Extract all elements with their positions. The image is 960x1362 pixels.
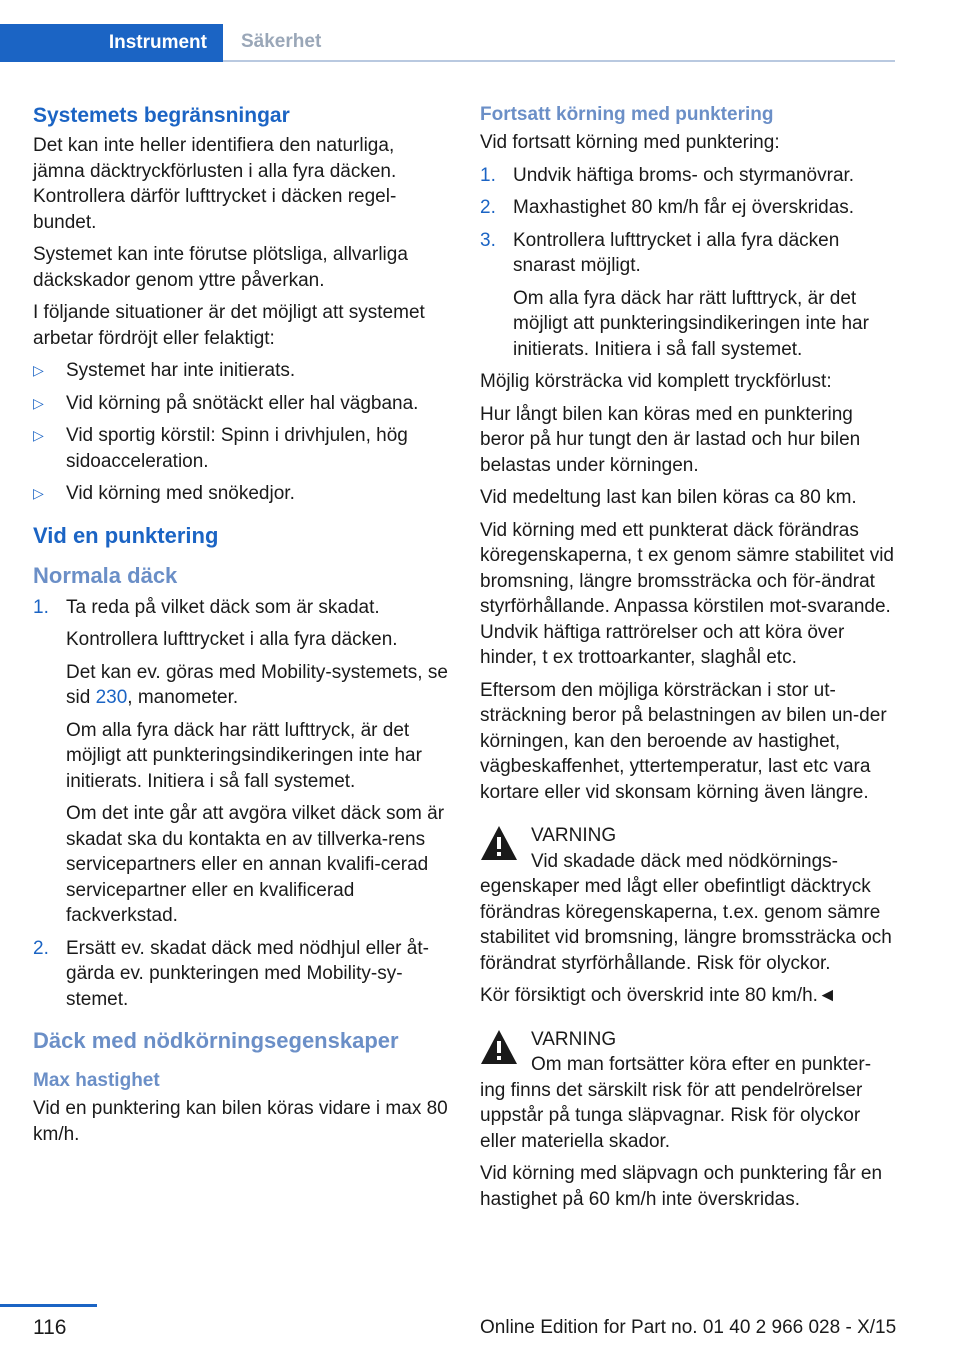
list-item-text: Ta reda på vilket däck som är skadat. bbox=[66, 596, 380, 618]
warning-title: VARNING bbox=[531, 825, 617, 846]
page-number: 116 bbox=[33, 1316, 67, 1339]
list-item-text: Vid körning på snötäckt eller hal vägbana. bbox=[66, 392, 419, 414]
step-number: 1. bbox=[480, 164, 496, 186]
warning-box bbox=[480, 1027, 900, 1213]
numbered-list bbox=[33, 595, 448, 1013]
list-item bbox=[480, 195, 900, 221]
paragraph: Möjlig körsträcka vid komplett tryckförlust: bbox=[480, 371, 832, 392]
list-item-subparagraph: Om det inte går att avgöra vilket däck som är skadat ska du kontakta en av tillverka-rens servicepartners eller en annan kvalifi-cerad servicepartner eller en kvalificerad fackverkstad. bbox=[66, 803, 445, 926]
step-number: 3. bbox=[480, 229, 496, 251]
triangle-bullet-icon: ▷ bbox=[33, 427, 44, 443]
bullet-list bbox=[33, 358, 448, 507]
triangle-bullet-icon: ▷ bbox=[33, 362, 44, 378]
step-number: 2. bbox=[33, 937, 49, 959]
text: , manometer. bbox=[127, 687, 239, 708]
footer-accent-line bbox=[0, 1304, 97, 1307]
list-item bbox=[33, 358, 448, 384]
list-item bbox=[33, 391, 448, 417]
list-item bbox=[480, 163, 900, 189]
warning-text: ing finns det särskilt risk för att pendelrörelser uppstår på tunga släpvagnar. Risk för olyckor eller materiella skador. bbox=[480, 1079, 863, 1152]
section-title-vid-en-punktering: Vid en punktering bbox=[33, 522, 219, 548]
left-column bbox=[33, 102, 448, 1154]
triangle-bullet-icon: ▷ bbox=[33, 394, 44, 411]
list-item-subparagraph bbox=[66, 660, 448, 711]
warning-text: Om man fortsätter köra efter en punkter- bbox=[531, 1054, 872, 1075]
text: Det kan ev. göras med Mobility-systemets, se sid bbox=[66, 661, 448, 708]
list-item-text: Systemet har inte initierats. bbox=[66, 360, 296, 381]
list-item-subparagraph: Om alla fyra däck har rätt lufttryck, är det möjligt att punkteringsindikeringen inte har initierats. Initiera i så fall systemet. bbox=[66, 719, 422, 792]
edition-info: Online Edition for Part no. 01 40 2 966 028 - X/15 bbox=[480, 1317, 897, 1338]
numbered-list bbox=[480, 163, 900, 363]
paragraph: Systemet kan inte förutse plötsliga, allvarliga däckskador genom yttre påverkan. bbox=[33, 244, 408, 291]
paragraph: Vid medeltung last kan bilen köras ca 80 km. bbox=[480, 487, 857, 508]
list-item-text: Ersätt ev. skadat däck med nödhjul eller åt-gärda ev. punkteringen med Mobility-sy-stemet. bbox=[66, 937, 429, 1010]
tab-sakerhet[interactable]: Säkerhet bbox=[223, 24, 895, 62]
paragraph: Eftersom den möjliga körsträckan i stor ut-sträckning beror på belastningen av bilen un-der körningen, kan den beroende av hastighet, vägbeskaffenhet, yttertemperatur, last etc vara kortare eller vid skonsam körning även längre. bbox=[480, 679, 887, 803]
paragraph: I följande situationer är det möjligt att systemet arbetar fördröjt eller felaktigt: bbox=[33, 302, 425, 349]
list-item-text: Vid körning med snökedjor. bbox=[66, 483, 295, 504]
list-item bbox=[33, 936, 448, 1013]
page-reference-link[interactable]: 230 bbox=[95, 687, 128, 708]
list-item-subparagraph: Om alla fyra däck har rätt lufttryck, är det möjligt att punkteringsindikeringen inte har initierats. Initiera i så fall systemet. bbox=[513, 287, 869, 360]
list-item-text: Undvik häftiga broms- och styrmanövrar. bbox=[513, 164, 855, 186]
paragraph: Vid körning med ett punkterat däck förändras köregenskaperna, t ex genom sämre stabilitet vid bromsning, längre bromssträcka och för-ändrat styrförhållande. Anpassa körstilen mot-svarande. Undvik häftiga rattrörelser och att köra över hinder, t ex trottoarkanter, slaghål etc. bbox=[480, 519, 894, 668]
list-item bbox=[33, 595, 448, 929]
paragraph: Hur långt bilen kan köras med en punktering beror på hur tungt den är lastad och hur bilen belastas under körningen. bbox=[480, 403, 861, 476]
list-item-text: Maxhastighet 80 km/h får ej överskridas. bbox=[513, 197, 855, 218]
triangle-bullet-icon: ▷ bbox=[33, 485, 44, 501]
warning-text: Vid skadade däck med nödkörnings- bbox=[531, 850, 839, 872]
list-item-text: Kontrollera lufttrycket i alla fyra däcken snarast möjligt. bbox=[513, 229, 840, 276]
warning-title: VARNING bbox=[531, 1028, 617, 1050]
warning-text: Vid körning med släpvagn och punktering får en hastighet på 60 km/h inte överskridas. bbox=[480, 1163, 883, 1210]
list-item-text: Vid sportig körstil: Spinn i drivhjulen, hög sidoacceleration. bbox=[66, 425, 408, 472]
warning-text: egenskaper med lågt eller obefintligt däcktryck förändras köregenskaperna, t.ex. genom sämre stabilitet vid bromsning, längre bromssträcka och förändrat styrförhållande. Risk för olyckor. bbox=[480, 876, 892, 974]
list-item bbox=[33, 423, 448, 474]
list-item bbox=[480, 228, 900, 363]
tab-instrument[interactable]: Instrument bbox=[0, 24, 223, 62]
top-navigation bbox=[0, 0, 960, 62]
section-title-systemets-begransningar: Systemets begränsningar bbox=[33, 104, 290, 127]
section-title-fortsatt-korning: Fortsatt körning med punktering bbox=[480, 104, 774, 125]
step-number: 2. bbox=[480, 197, 496, 218]
list-item-subparagraph: Kontrollera lufttrycket i alla fyra däcken. bbox=[66, 629, 398, 650]
warning-triangle-icon bbox=[480, 1029, 518, 1065]
paragraph: Vid en punktering kan bilen köras vidare i max 80 km/h. bbox=[33, 1098, 448, 1145]
paragraph: Vid fortsatt körning med punktering: bbox=[480, 132, 780, 153]
warning-triangle-icon bbox=[480, 825, 518, 861]
section-title-dack-med-nodkorningsegenskaper: Däck med nödkörningsegenskaper bbox=[33, 1028, 399, 1053]
warning-box bbox=[480, 823, 900, 1009]
section-title-max-hastighet: Max hastighet bbox=[33, 1070, 160, 1091]
section-title-normala-dack: Normala däck bbox=[33, 562, 178, 588]
list-item bbox=[33, 481, 448, 507]
step-number: 1. bbox=[33, 596, 49, 618]
paragraph: Det kan inte heller identifiera den naturliga, jämna däcktryckförlusten i alla fyra däcken. Kontrollera därför lufttrycket i däcken regel-bundet. bbox=[33, 135, 397, 233]
right-column bbox=[480, 102, 900, 1219]
warning-text: Kör försiktigt och överskrid inte 80 km/h.◄ bbox=[480, 985, 837, 1006]
